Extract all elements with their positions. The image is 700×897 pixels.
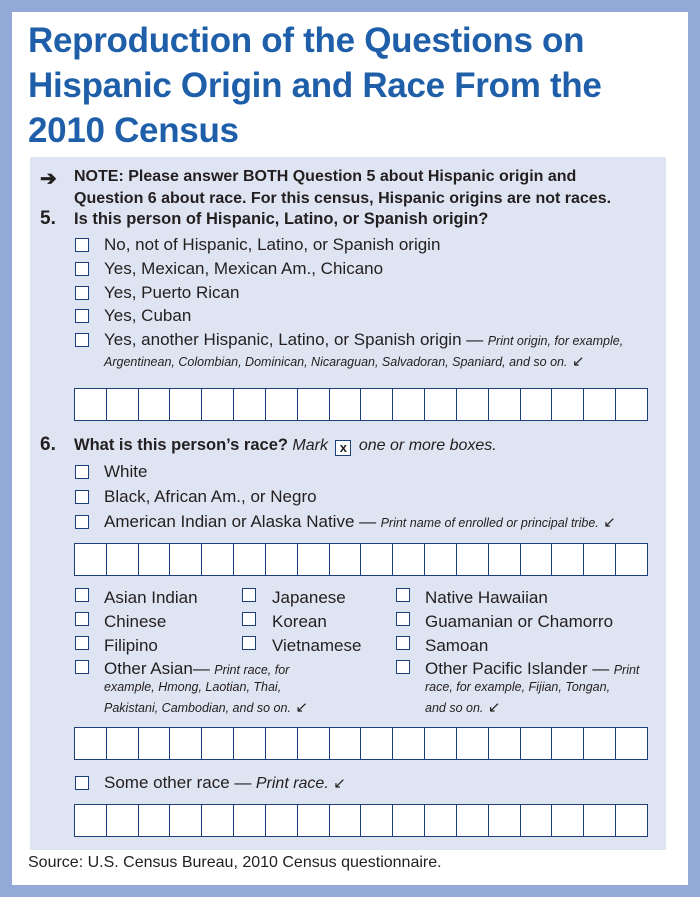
q6-opi-row: [425, 659, 639, 679]
q6-option-aian: American Indian or Alaska Native —: [104, 512, 377, 531]
q6-opi-hint-2: race, for example, Fijian, Tongan,: [425, 680, 611, 694]
q5-write-in-boxes[interactable]: [74, 388, 648, 421]
q6-asian-pacific-write-in-boxes[interactable]: [74, 727, 648, 760]
q5-checkbox-puerto-rican[interactable]: [75, 286, 89, 300]
q6-option-other-pacific-islander: Other Pacific Islander —: [425, 659, 610, 678]
q5-checkbox-cuban[interactable]: [75, 309, 89, 323]
q6-some-other-hint: Print race.: [255, 775, 329, 792]
question-6-number: 6.: [40, 434, 56, 455]
q6-aian-hint: Print name of enrolled or principal tribe.: [380, 516, 599, 530]
q6-option-korean: Korean: [272, 612, 327, 631]
q6-option-filipino: Filipino: [104, 636, 158, 655]
q6-option-white: White: [104, 462, 148, 481]
question-5-number: 5.: [40, 208, 56, 229]
q5-option-another: Yes, another Hispanic, Latino, or Spanish origin —: [104, 330, 484, 349]
note-line-2: Question 6 about race. For this census, Hispanic origins are not races.: [74, 190, 612, 207]
q6-option-black: Black, African Am., or Negro: [104, 487, 317, 506]
q5-hint-2: Argentinean, Colombian, Dominican, Nicaraguan, Salvadoran, Spaniard, and so on.: [104, 355, 568, 369]
q5-hint-1: Print origin, for example,: [487, 334, 624, 348]
q5-option-mexican: Yes, Mexican, Mexican Am., Chicano: [104, 259, 384, 278]
q6-some-other-write-in-boxes[interactable]: [74, 804, 648, 837]
q6-checkbox-vietnamese[interactable]: [242, 636, 256, 650]
q6-aian-write-in-boxes[interactable]: [74, 543, 648, 576]
q6-checkbox-black[interactable]: [75, 490, 89, 504]
q5-option-no: No, not of Hispanic, Latino, or Spanish origin: [104, 235, 441, 254]
page-title: Reproduction of the Questions on Hispanic Origin and Race From the 2010 Census: [28, 21, 602, 150]
pen-arrow-icon: ↙: [487, 699, 501, 716]
q6-option-asian-indian: Asian Indian: [104, 588, 198, 607]
q6-option-native-hawaiian: Native Hawaiian: [425, 588, 548, 607]
q5-checkbox-no[interactable]: [75, 238, 89, 252]
q6-some-other-row: [104, 773, 346, 793]
question-5-text: Is this person of Hispanic, Latino, or Spanish origin?: [74, 210, 489, 228]
source-note: Source: U.S. Census Bureau, 2010 Census questionnaire.: [28, 854, 442, 871]
q6-checkbox-chinese[interactable]: [75, 612, 89, 626]
q6-checkbox-aian[interactable]: [75, 515, 89, 529]
pen-arrow-icon: ↙: [295, 699, 308, 716]
q6-option-vietnamese: Vietnamese: [272, 636, 362, 655]
q6-checkbox-guamanian[interactable]: [396, 612, 410, 626]
x-mark-icon: x: [335, 440, 351, 456]
right-arrow-icon: ➔: [40, 168, 57, 190]
q6-option-other-asian: Other Asian—: [104, 659, 210, 678]
q6-other-asian-row: [104, 659, 289, 679]
q6-option-japanese: Japanese: [272, 588, 346, 607]
q6-option-some-other-race: Some other race —: [104, 773, 252, 792]
q6-opi-hint-1: Print: [613, 663, 640, 677]
q6-other-asian-hint-3: Pakistani, Cambodian, and so on.: [104, 701, 291, 715]
q6-opi-hint-row: [425, 698, 500, 717]
q5-option-puerto-rican: Yes, Puerto Rican: [104, 283, 240, 302]
q6-other-asian-hint-1: Print race, for: [214, 663, 290, 677]
pen-arrow-icon: ↙: [571, 353, 585, 370]
q6-aian-row: [104, 512, 616, 532]
q5-hint-row: [104, 352, 585, 371]
q6-checkbox-other-pacific-islander[interactable]: [396, 660, 410, 674]
q6-option-chinese: Chinese: [104, 612, 167, 631]
q6-option-guamanian: Guamanian or Chamorro: [425, 612, 614, 631]
q6-checkbox-other-asian[interactable]: [75, 660, 89, 674]
q6-checkbox-some-other-race[interactable]: [75, 776, 89, 790]
q5-checkbox-another[interactable]: [75, 333, 89, 347]
q5-option-cuban: Yes, Cuban: [104, 306, 192, 325]
note-line-1: NOTE: Please answer BOTH Question 5 about Hispanic origin and: [74, 168, 577, 185]
q6-checkbox-korean[interactable]: [242, 612, 256, 626]
q5-option-another-row: [104, 330, 623, 350]
q6-checkbox-asian-indian[interactable]: [75, 588, 89, 602]
q6-instr-pre: Mark: [292, 437, 328, 454]
q6-option-samoan: Samoan: [425, 636, 489, 655]
q6-checkbox-native-hawaiian[interactable]: [396, 588, 410, 602]
pen-arrow-icon: ↙: [333, 775, 346, 792]
q6-other-asian-hint-2: example, Hmong, Laotian, Thai,: [104, 680, 282, 694]
q6-checkbox-japanese[interactable]: [242, 588, 256, 602]
q6-opi-hint-3: and so on.: [425, 701, 484, 715]
q6-checkbox-filipino[interactable]: [75, 636, 89, 650]
q5-checkbox-mexican[interactable]: [75, 262, 89, 276]
q6-instr-post: one or more boxes.: [358, 437, 497, 454]
q6-other-asian-hint-row: [104, 698, 308, 717]
q6-checkbox-samoan[interactable]: [396, 636, 410, 650]
pen-arrow-icon: ↙: [603, 514, 616, 531]
question-6-text: What is this person’s race?: [74, 436, 288, 454]
question-6-row: [74, 436, 497, 456]
q6-checkbox-white[interactable]: [75, 465, 89, 479]
